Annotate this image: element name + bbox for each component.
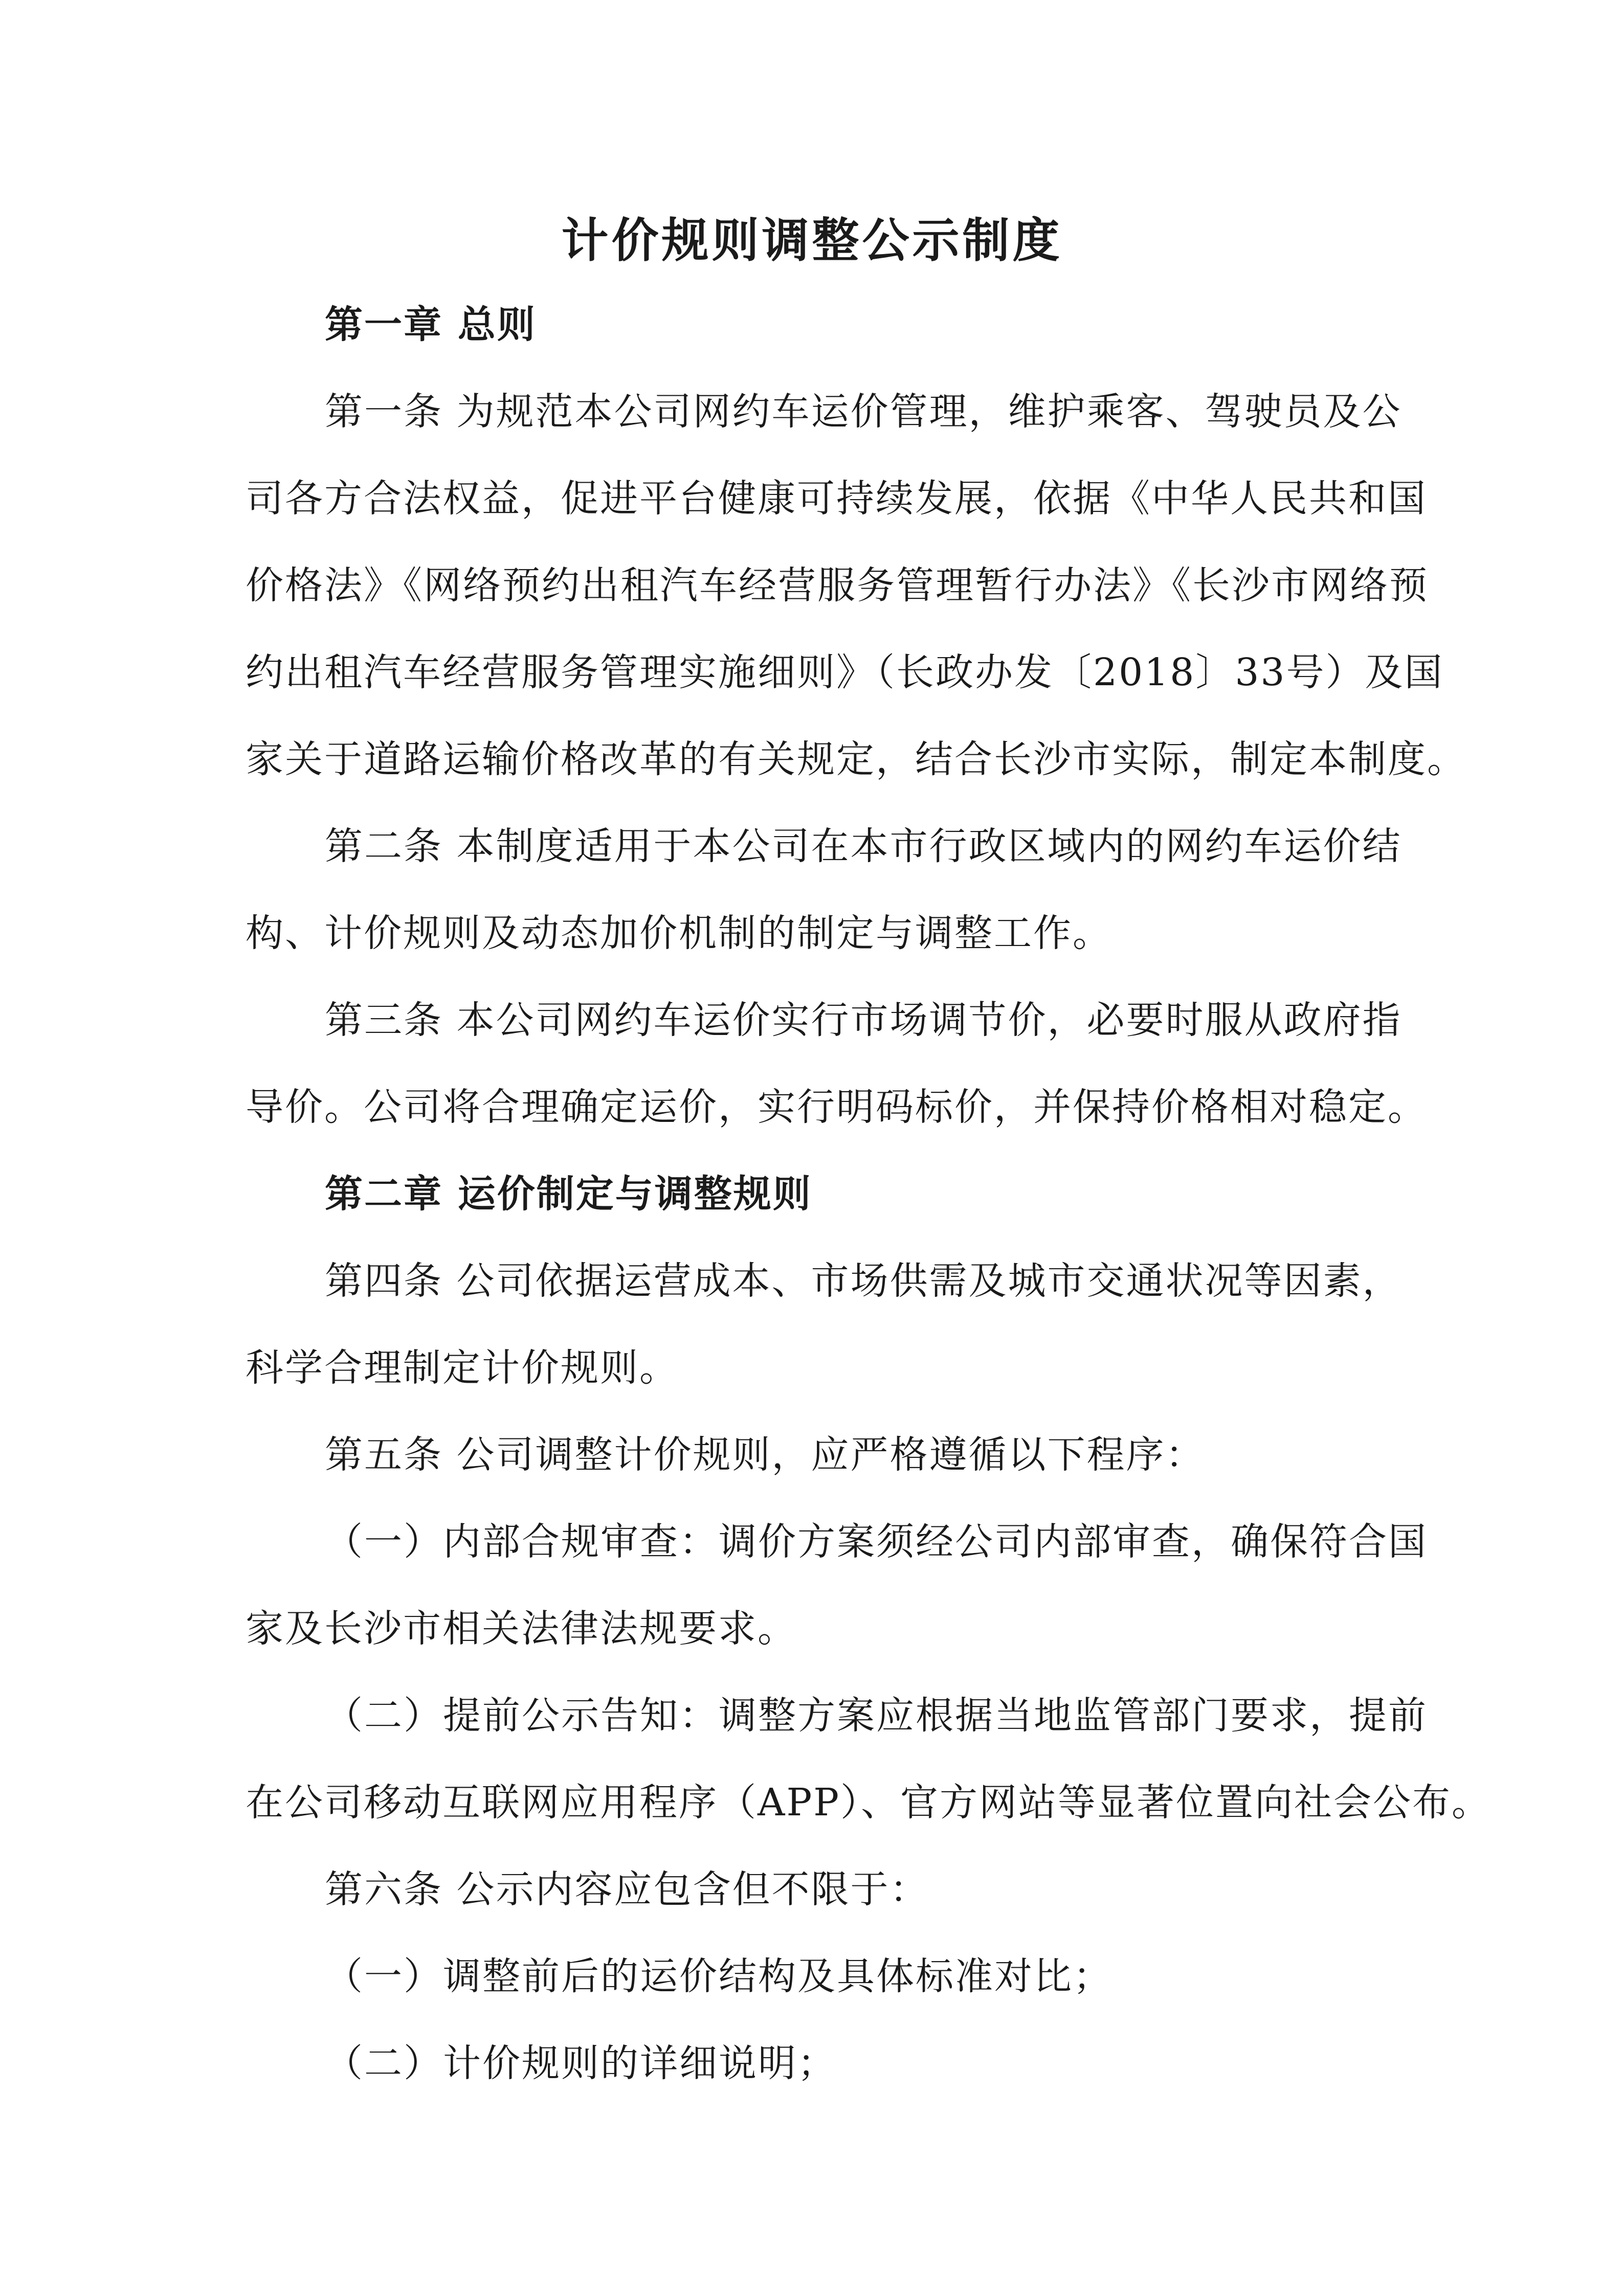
paragraph-line: 导价。公司将合理确定运价，实行明码标价，并保持价格相对稳定。 <box>246 1085 1427 1129</box>
paragraph-line: 在公司移动互联网应用程序（APP）、官方网站等显著位置向社会公布。 <box>246 1781 1492 1825</box>
paragraph-line: 家关于道路运输价格改革的有关规定，结合长沙市实际，制定本制度。 <box>246 737 1466 781</box>
paragraph-line: 科学合理制定计价规则。 <box>246 1346 679 1390</box>
paragraph-line: 第六条 公示内容应包含但不限于： <box>325 1867 929 1911</box>
list-item-line: （一）内部合规审查：调价方案须经公司内部审查，确保符合国 <box>325 1520 1428 1564</box>
document-title: 计价规则调整公示制度 <box>561 213 1063 268</box>
paragraph-line: 第一条 为规范本公司网约车运价管理，维护乘客、驾驶员及公 <box>325 390 1402 434</box>
paragraph-line: 第五条 公司调整计价规则，应严格遵循以下程序： <box>325 1433 1205 1477</box>
paragraph-line: 家及长沙市相关法律法规要求。 <box>246 1607 797 1651</box>
list-item-line: （二）提前公示告知：调整方案应根据当地监管部门要求，提前 <box>325 1694 1428 1738</box>
chapter-heading: 第一章 总则 <box>325 303 537 347</box>
list-item-line: （一）调整前后的运价结构及具体标准对比； <box>325 1954 1113 1998</box>
paragraph-line: 第二条 本制度适用于本公司在本市行政区域内的网约车运价结 <box>325 824 1402 868</box>
chapter-heading: 第二章 运价制定与调整规则 <box>325 1172 812 1216</box>
paragraph-line: 司各方合法权益，促进平台健康可持续发展，依据《中华人民共和国 <box>246 477 1427 521</box>
list-item-line: （二）计价规则的详细说明； <box>325 2041 837 2085</box>
paragraph-line: 构、计价规则及动态加价机制的制定与调整工作。 <box>246 911 1112 955</box>
paragraph-line: 价格法》《网络预约出租汽车经营服务管理暂行办法》《长沙市网络预 <box>246 564 1429 607</box>
paragraph-line: 第四条 公司依据运营成本、市场供需及城市交通状况等因素， <box>325 1259 1402 1303</box>
paragraph-line: 约出租汽车经营服务管理实施细则》（长政办发〔2018〕33号）及国 <box>246 650 1444 694</box>
paragraph-line: 第三条 本公司网约车运价实行市场调节价，必要时服从政府指 <box>325 998 1402 1042</box>
